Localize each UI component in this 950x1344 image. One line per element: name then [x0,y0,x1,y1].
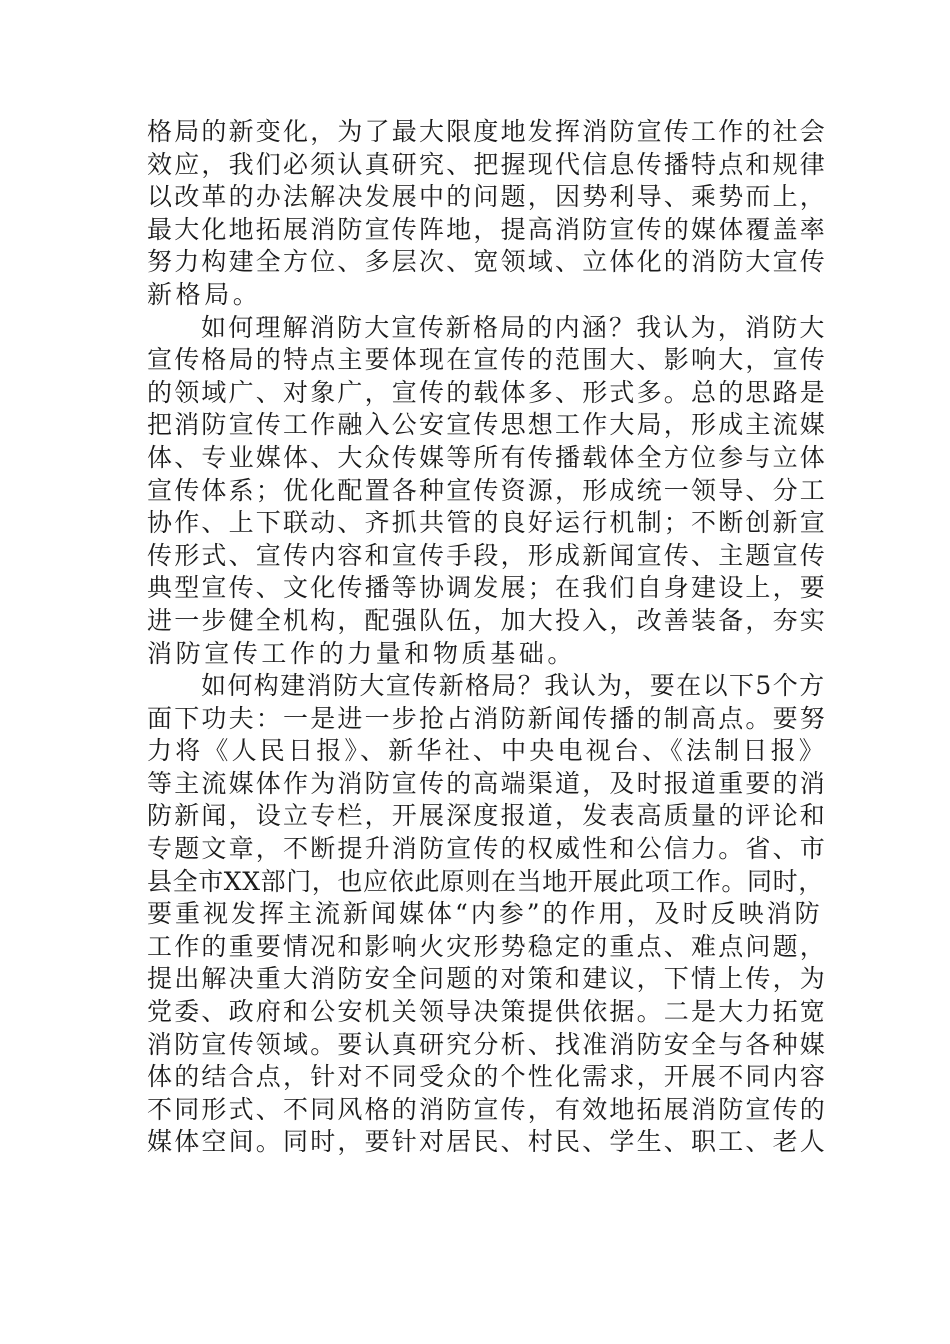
text-line: 要重视发挥主流新闻媒体“内参”的作用，及时反映消防 [147,899,823,929]
text-line: 力将《人民日报》、新华社、中央电视台、《法制日报》 [147,736,828,766]
text-line: 提出解决重大消防安全问题的对策和建议，下情上传，为 [147,964,828,994]
text-line: 协作、上下联动、齐抓共管的良好运行机制；不断创新宣 [147,508,828,538]
paragraph-first-line: 如何构建消防大宣传新格局？我认为，要在以下5个方 [201,671,826,701]
text-line: 宣传体系；优化配置各种宣传资源，形成统一领导、分工 [147,475,828,505]
text-line: 把消防宣传工作融入公安宣传思想工作大局，形成主流媒 [147,410,828,440]
text-line: 体的结合点，针对不同受众的个性化需求，开展不同内容 [147,1062,828,1092]
text-line: 最大化地拓展消防宣传阵地，提高消防宣传的媒体覆盖率 [147,214,828,244]
text-line: 的领域广、对象广，宣传的载体多、形式多。总的思路是 [147,377,828,407]
text-line: 格局的新变化，为了最大限度地发挥消防宣传工作的社会 [147,117,828,146]
text-line: 等主流媒体作为消防宣传的高端渠道，及时报道重要的消 [147,768,828,798]
document-body [147,116,827,1159]
text-line: 进一步健全机构，配强队伍，加大投入，改善装备，夯实 [147,605,828,635]
text-line: 努力构建全方位、多层次、宽领域、立体化的消防大宣传 [147,247,828,277]
text-line: 宣传格局的特点主要体现在宣传的范围大、影响大，宣传 [147,345,828,375]
text-line: 不同形式、不同风格的消防宣传，有效地拓展消防宣传的 [147,1094,828,1124]
text-line: 消防宣传领域。要认真研究分析、找准消防安全与各种媒 [147,1029,828,1059]
paragraph-first-line: 如何理解消防大宣传新格局的内涵？我认为，消防大 [201,312,827,342]
text-line: 新格局。 [147,279,262,309]
text-line: 传形式、宣传内容和宣传手段，形成新闻宣传、主题宣传 [147,540,828,570]
text-line: 效应，我们必须认真研究、把握现代信息传播特点和规律 [147,149,828,179]
text-line: 专题文章，不断提升消防宣传的权威性和公信力。省、市 [147,834,828,864]
text-line: 媒体空间。同时，要针对居民、村民、学生、职工、老人 [147,1127,828,1157]
text-line: 体、专业媒体、大众传媒等所有传播载体全方位参与立体 [147,442,828,472]
text-line: 党委、政府和公安机关领导决策提供依据。二是大力拓宽 [147,997,828,1027]
text-line: 消防宣传工作的力量和物质基础。 [147,638,577,668]
text-line: 典型宣传、文化传播等协调发展；在我们自身建设上，要 [147,573,828,603]
text-line: 以改革的办法解决发展中的问题，因势利导、乘势而上， [147,182,828,212]
text-line: 工作的重要情况和影响火灾形势稳定的重点、难点问题， [147,931,828,961]
text-line: 面下功夫：一是进一步抢占消防新闻传播的制高点。要努 [147,703,828,733]
text-line: 防新闻，设立专栏，开展深度报道，发表高质量的评论和 [147,801,828,831]
text-line: 县全市XX部门，也应依此原则在当地开展此项工作。同时， [147,866,824,896]
